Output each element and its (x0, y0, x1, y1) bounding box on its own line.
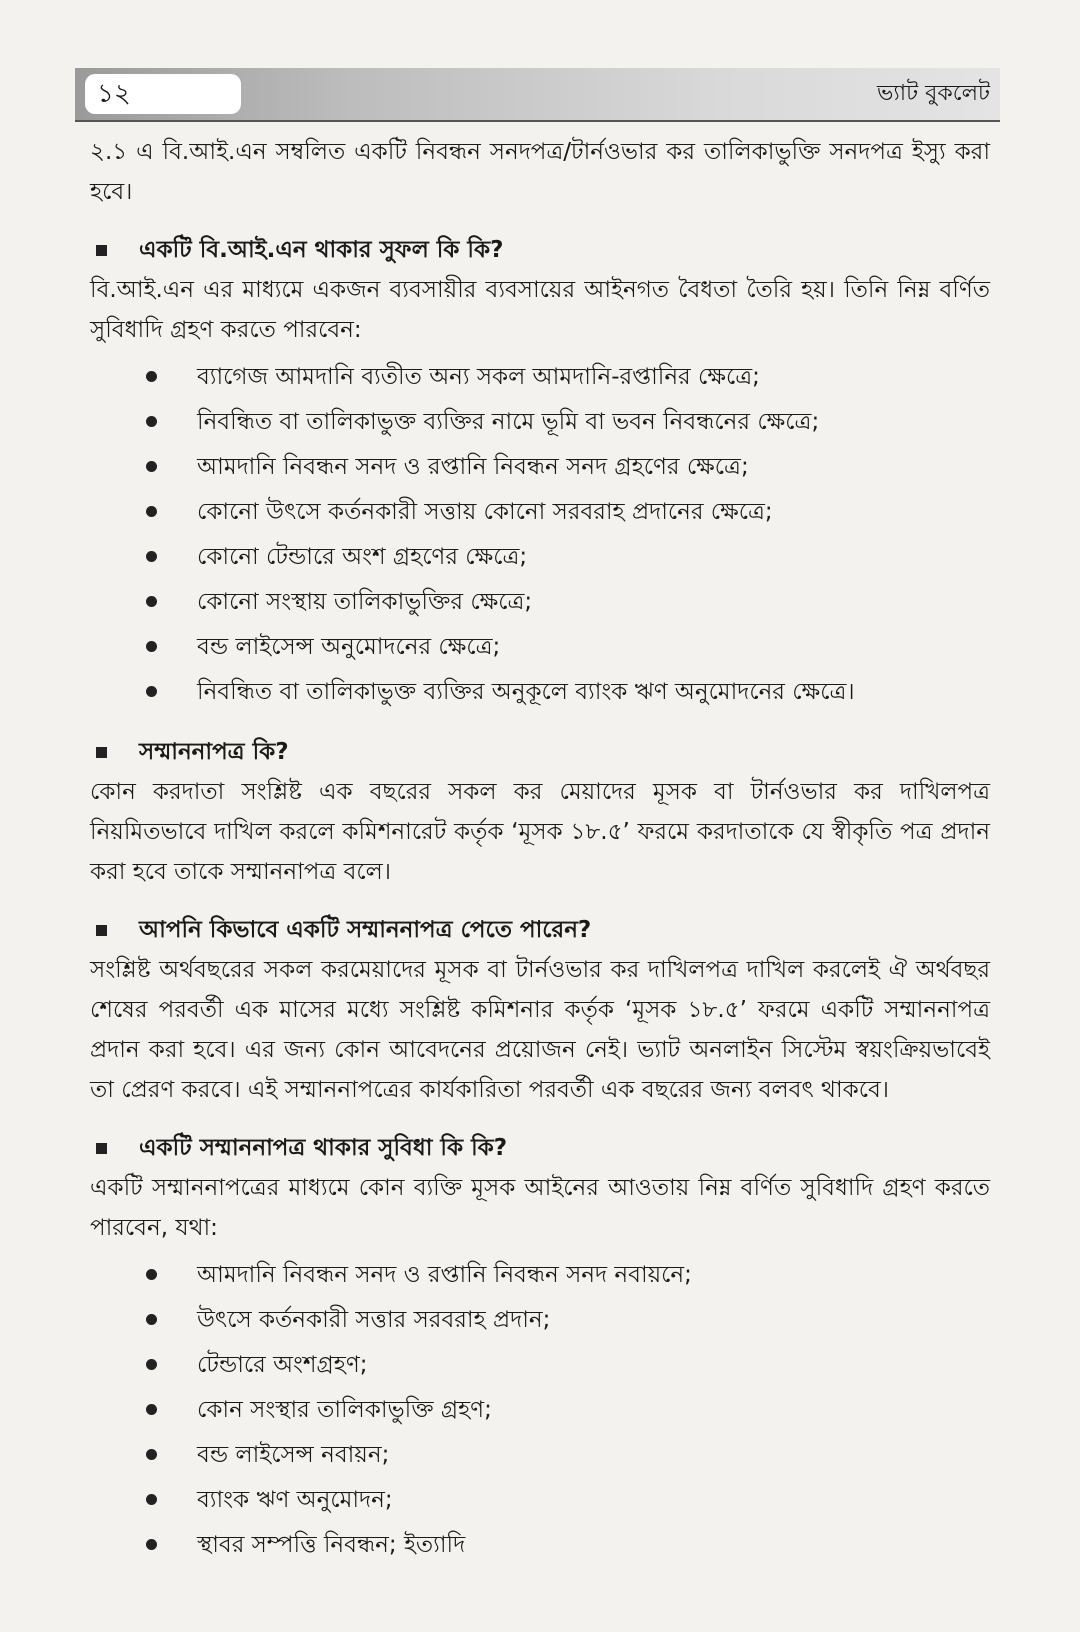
list-item (90, 1387, 990, 1432)
list-item-text: নিবন্ধিত বা তালিকাভুক্ত ব্যক্তির অনুকূলে ব্যাংক ঋণ অনুমোদনের ক্ষেত্রে। (197, 678, 855, 705)
bullet-dot-icon (146, 1269, 157, 1280)
bullet-dot-icon (146, 1359, 157, 1370)
list-item (90, 1297, 990, 1342)
bullet-list (90, 1252, 990, 1567)
square-bullet-icon (96, 245, 107, 256)
list-item (90, 489, 990, 534)
list-item (90, 1477, 990, 1522)
page-content (90, 132, 990, 1567)
section-paragraph: কোন করদাতা সংশ্লিষ্ট এক বছরের সকল কর মেয়াদের মূসক বা টার্নওভার কর দাখিলপত্র নিয়মিতভাবে দাখিল করলে কমিশনারেট কর্তৃক ‘মূসক ১৮.৫’ ফরমে করদাতাকে যে স্বীকৃতি পত্র প্রদান করা হবে তাকে সম্মাননাপত্র বলে। (90, 779, 990, 885)
section-heading (90, 230, 990, 270)
list-item (90, 624, 990, 669)
list-item-text: স্থাবর সম্পত্তি নিবন্ধন; ইত্যাদি (197, 1531, 466, 1558)
section-heading-text: একটি সম্মাননাপত্র থাকার সুবিধা কি কি? (139, 1135, 508, 1161)
section-heading-text: একটি বি.আই.এন থাকার সুফল কি কি? (139, 237, 504, 263)
section-heading (90, 1128, 990, 1168)
list-item-text: আমদানি নিবন্ধন সনদ ও রপ্তানি নিবন্ধন সনদ নবায়নে; (197, 1261, 692, 1288)
bullet-list (90, 354, 990, 714)
section-heading (90, 910, 990, 950)
bullet-dot-icon (146, 1314, 157, 1325)
list-item (90, 579, 990, 624)
page-number: ১২ (85, 74, 241, 114)
list-item (90, 1252, 990, 1297)
section-heading-text: সম্মাননাপত্র কি? (139, 739, 289, 765)
bullet-dot-icon (146, 686, 157, 697)
section-paragraph: সংশ্লিষ্ট অর্থবছরের সকল করমেয়াদের মূসক বা টার্নওভার কর দাখিলপত্র দাখিল করলেই ঐ অর্থবছর শেষের পরবর্তী এক মাসের মধ্যে সংশ্লিষ্ট কমিশনার কর্তৃক ‘মূসক ১৮.৫’ ফরমে একটি সম্মাননাপত্র প্রদান করা হবে। এর জন্য কোন আবেদনের প্রয়োজন নেই। ভ্যাট অনলাইন সিস্টেম স্বয়ংক্রিয়ভাবেই তা প্রেরণ করবে। এই সম্মাননাপত্রের কার্যকারিতা পরবর্তী এক বছরের জন্য বলবৎ থাকবে। (90, 957, 990, 1103)
list-item (90, 354, 990, 399)
bullet-dot-icon (146, 1494, 157, 1505)
list-item-text: বন্ড লাইসেন্স অনুমোদনের ক্ষেত্রে; (197, 633, 501, 660)
section-paragraph: বি.আই.এন এর মাধ্যমে একজন ব্যবসায়ীর ব্যবসায়ের আইনগত বৈধতা তৈরি হয়। তিনি নিম্ন বর্ণিত সুবিধাদি গ্রহণ করতে পারবেন: (90, 277, 990, 343)
list-item-text: ব্যাংক ঋণ অনুমোদন; (197, 1486, 393, 1513)
list-item-text: কোনো উৎসে কর্তনকারী সত্তায় কোনো সরবরাহ প্রদানের ক্ষেত্রে; (197, 498, 773, 525)
section-heading-text: আপনি কিভাবে একটি সম্মাননাপত্র পেতে পারেন? (139, 917, 592, 943)
list-item-text: টেন্ডারে অংশগ্রহণ; (197, 1351, 368, 1378)
list-item-text: আমদানি নিবন্ধন সনদ ও রপ্তানি নিবন্ধন সনদ গ্রহণের ক্ষেত্রে; (197, 453, 749, 480)
bullet-dot-icon (146, 551, 157, 562)
book-title: ভ্যাট বুকলেট (877, 81, 990, 106)
list-item-text: কোন সংস্থার তালিকাভুক্তি গ্রহণ; (197, 1396, 492, 1423)
list-item (90, 669, 990, 714)
bullet-dot-icon (146, 641, 157, 652)
list-item-text: উৎসে কর্তনকারী সত্তার সরবরাহ প্রদান; (197, 1306, 551, 1333)
list-item (90, 444, 990, 489)
bullet-dot-icon (146, 596, 157, 607)
square-bullet-icon (96, 747, 107, 758)
list-item (90, 534, 990, 579)
section-heading (90, 732, 990, 772)
list-item (90, 1432, 990, 1477)
bullet-dot-icon (146, 371, 157, 382)
list-item (90, 1342, 990, 1387)
list-item-text: ব্যাগেজ আমদানি ব্যতীত অন্য সকল আমদানি-রপ্তানির ক্ষেত্রে; (197, 363, 760, 390)
list-item-text: নিবন্ধিত বা তালিকাভুক্ত ব্যক্তির নামে ভূমি বা ভবন নিবন্ধনের ক্ষেত্রে; (197, 408, 820, 435)
bullet-dot-icon (146, 461, 157, 472)
list-item (90, 1522, 990, 1567)
bullet-dot-icon (146, 1404, 157, 1415)
list-item-text: কোনো টেন্ডারে অংশ গ্রহণের ক্ষেত্রে; (197, 543, 528, 570)
page-header (75, 68, 1000, 122)
list-item-text: বন্ড লাইসেন্স নবায়ন; (197, 1441, 390, 1468)
bullet-dot-icon (146, 1539, 157, 1550)
square-bullet-icon (96, 925, 107, 936)
section-paragraph: একটি সম্মাননাপত্রের মাধ্যমে কোন ব্যক্তি মূসক আইনের আওতায় নিম্ন বর্ণিত সুবিধাদি গ্রহণ করতে পারবেন, যথা: (90, 1175, 990, 1241)
square-bullet-icon (96, 1143, 107, 1154)
bullet-dot-icon (146, 1449, 157, 1460)
bullet-dot-icon (146, 506, 157, 517)
bullet-dot-icon (146, 416, 157, 427)
list-item-text: কোনো সংস্থায় তালিকাভুক্তির ক্ষেত্রে; (197, 588, 533, 615)
intro-paragraph: ২.১ এ বি.আই.এন সম্বলিত একটি নিবন্ধন সনদপত্র/টার্নওভার কর তালিকাভুক্তি সনদপত্র ইস্যু করা হবে। (90, 139, 990, 205)
list-item (90, 399, 990, 444)
